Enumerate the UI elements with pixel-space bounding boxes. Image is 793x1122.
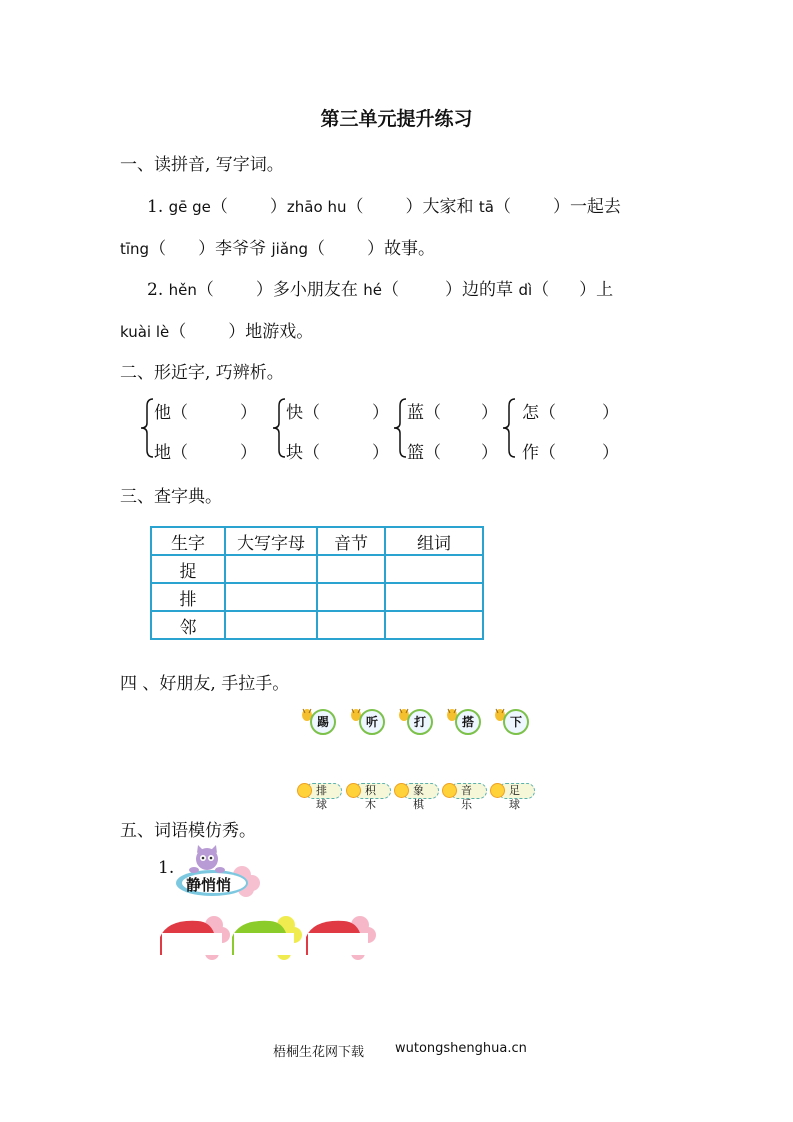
pinyin: zhāo hu: [286, 198, 347, 216]
text: 地游戏。: [245, 322, 314, 342]
text: 一起去: [569, 197, 621, 217]
header-cell: 大写字母: [225, 527, 317, 555]
verb-bubble[interactable]: 搭: [445, 706, 485, 736]
page-title: 第三单元提升练习: [320, 108, 473, 130]
footer-url[interactable]: wutongshenghua.cn: [395, 1041, 527, 1056]
sun-icon: [490, 783, 505, 798]
sun-icon: [394, 783, 409, 798]
char-cell: 捉: [151, 555, 225, 583]
text: 多小朋友在: [272, 280, 358, 300]
pair-bottom[interactable]: 作（: [522, 443, 556, 463]
answer-cell[interactable]: [385, 555, 483, 583]
pinyin: tīng: [120, 240, 150, 258]
answer-bubble[interactable]: [158, 915, 230, 961]
section1-heading: 一、读拼音, 写字词。: [120, 155, 284, 175]
answer-blank[interactable]: （ ）: [493, 197, 570, 217]
pair-top[interactable]: 他（: [154, 403, 188, 423]
pinyin: hé: [363, 281, 383, 299]
text: 李爷爷: [215, 239, 267, 259]
answer-cell[interactable]: [225, 583, 317, 611]
q2-line1: [147, 275, 613, 300]
answer-blank[interactable]: （ ）: [149, 239, 216, 259]
answer-cell[interactable]: [317, 555, 385, 583]
noun-bubble[interactable]: 足球: [490, 782, 535, 801]
char-cell: 排: [151, 583, 225, 611]
answer-blank[interactable]: （ ）: [382, 280, 463, 300]
noun-bubble[interactable]: 音乐: [442, 782, 487, 801]
section4-heading: 四 、好朋友, 手拉手。: [120, 674, 290, 694]
header-cell: 组词: [385, 527, 483, 555]
sun-icon: [297, 783, 312, 798]
noun-bubble[interactable]: 象棋: [394, 782, 439, 801]
pair-top[interactable]: 怎（: [522, 403, 556, 423]
section3-heading: 三、查字典。: [120, 487, 222, 507]
char-pair: 蓝（ ） 篮（ ）: [393, 396, 508, 466]
pair-top[interactable]: 蓝（: [407, 403, 441, 423]
brace-icon: [140, 396, 154, 460]
q2-line2: [120, 317, 313, 342]
answer-blank[interactable]: （ ）: [210, 197, 287, 217]
answer-cell[interactable]: [317, 583, 385, 611]
answer-cell[interactable]: [385, 611, 483, 639]
pinyin: hěn: [168, 281, 197, 299]
pinyin: tā: [478, 198, 494, 216]
answer-cell[interactable]: [385, 583, 483, 611]
brace-icon: [272, 396, 286, 460]
char-cell: 邻: [151, 611, 225, 639]
table-row: [151, 555, 483, 583]
char-pair: 快（ ） 块（ ）: [272, 396, 387, 466]
answer-bubble[interactable]: [304, 915, 376, 961]
answer-bubble[interactable]: [230, 915, 302, 961]
pinyin: jiǎng: [271, 240, 309, 258]
pair-top[interactable]: 快（: [286, 403, 320, 423]
noun-bubble[interactable]: 积木: [346, 782, 391, 801]
section2-heading: 二、形近字, 巧辨析。: [120, 363, 284, 383]
text: 故事。: [384, 239, 436, 259]
verb-bubble[interactable]: 听: [349, 706, 389, 736]
q1-line1: [147, 192, 621, 217]
pair-bottom[interactable]: 块（: [286, 443, 320, 463]
char-pair: 他（ ） 地（ ）: [140, 396, 255, 466]
verb-bubble[interactable]: 下: [493, 706, 533, 736]
q2-number: 2.: [147, 280, 164, 300]
answer-blank[interactable]: （ ）: [346, 197, 423, 217]
pinyin: dì: [518, 281, 533, 299]
brace-icon: [393, 396, 407, 460]
item-number: 1.: [158, 858, 175, 878]
char-pair: 怎（ ） 作（ ）: [502, 396, 617, 466]
table-header-row: [151, 527, 483, 555]
footer-site-name: 梧桐生花网下载: [273, 1045, 365, 1060]
section5-heading: 五、词语模仿秀。: [120, 821, 256, 841]
answer-blank[interactable]: （ ）: [169, 322, 246, 342]
sun-icon: [346, 783, 361, 798]
table-row: [151, 583, 483, 611]
q1-number: 1.: [147, 197, 164, 217]
noun-bubble[interactable]: 排球: [297, 782, 342, 801]
answer-blank[interactable]: （ ）: [308, 239, 385, 259]
answer-blank[interactable]: （ ）: [532, 280, 597, 300]
answer-cell[interactable]: [225, 555, 317, 583]
pinyin: gē ge: [168, 198, 211, 216]
table-row: [151, 611, 483, 639]
verb-bubble[interactable]: 踢: [300, 706, 340, 736]
example-word: 静悄悄: [186, 876, 232, 894]
sun-icon: [442, 783, 457, 798]
verb-bubble[interactable]: 打: [397, 706, 437, 736]
dictionary-table: [150, 526, 484, 640]
pair-bottom[interactable]: 篮（: [407, 443, 441, 463]
brace-icon: [502, 396, 516, 460]
answer-cell[interactable]: [225, 611, 317, 639]
answer-blank[interactable]: （ ）: [196, 280, 273, 300]
pinyin: kuài lè: [120, 323, 170, 341]
text: 大家和: [422, 197, 474, 217]
text: 边的草: [462, 280, 514, 300]
header-cell: 生字: [151, 527, 225, 555]
q1-line2: [120, 234, 435, 259]
answer-cell[interactable]: [317, 611, 385, 639]
header-cell: 音节: [317, 527, 385, 555]
text: 上: [596, 280, 614, 300]
pair-bottom[interactable]: 地（: [154, 443, 188, 463]
